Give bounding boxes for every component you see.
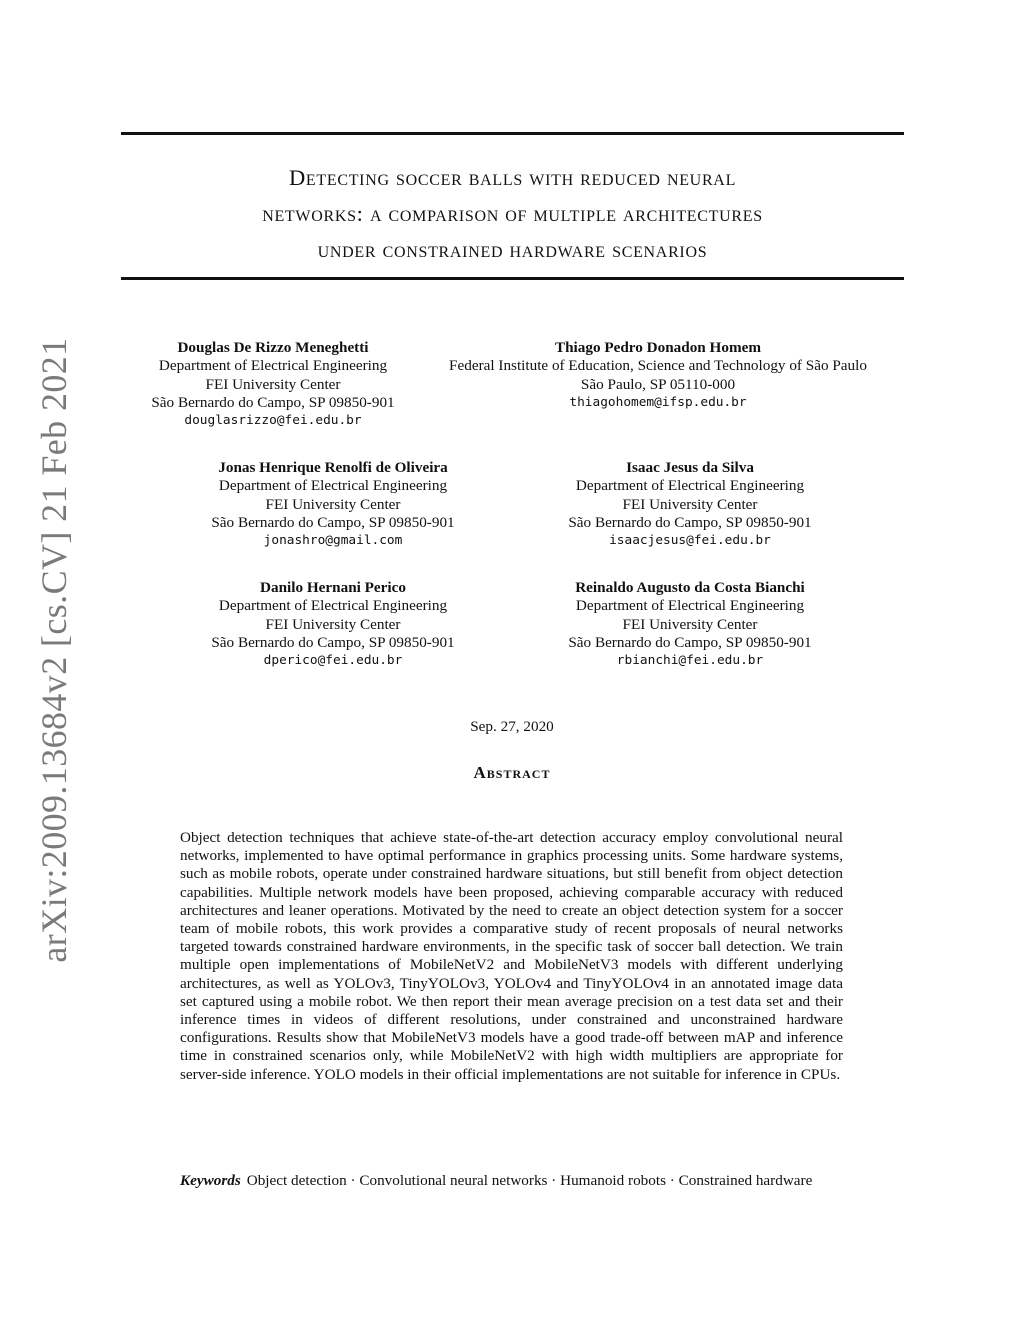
author-name: Reinaldo Augusto da Costa Bianchi — [575, 579, 805, 596]
author-institution: FEI University Center — [622, 495, 758, 513]
author-address: São Bernardo do Campo, SP 09850-901 — [151, 393, 395, 411]
title-line: under constrained hardware scenarios — [317, 237, 708, 262]
author-institution: FEI University Center — [265, 495, 401, 513]
author-institution: FEI University Center — [622, 615, 758, 633]
author-institution: FEI University Center — [205, 375, 341, 393]
keywords-label: Keywords — [180, 1172, 241, 1189]
author-block — [168, 459, 498, 550]
author-department: Department of Electrical Engineering — [218, 477, 448, 495]
paper-title — [121, 160, 904, 268]
author-name: Isaac Jesus da Silva — [626, 459, 754, 476]
keywords — [180, 1172, 843, 1190]
author-address: São Bernardo do Campo, SP 09850-901 — [568, 633, 812, 651]
abstract-heading: Abstract — [473, 763, 551, 782]
abstract-text: Object detection techniques that achieve state-of-the-art detection accuracy employ convolutional neural networks, implemented to have optimal performance in graphics processing units. Some hardware systems, such as mobile robots, operate under constrained hardware situations, but still benefit from object detection capabilities. Multiple network models have been proposed, achieving comparable accuracy with reduced architectures and leaner operations. Motivated by the need to create an object detection system for a soccer team of mobile robots, this work provides a comparative study of recent proposals of neural networks targeted towards constrained hardware environments, in the specific task of soccer ball detection. We train multiple open implementations of MobileNetV2 and MobileNetV3 models with different underlying architectures, as well as YOLOv3, TinyYOLOv3, YOLOv4 and TinyYOLOv4 in an annotated image data set captured using a mobile robot. We then report their mean average precision on a test data set and their inference times in videos of different resolutions, under constrained and unconstrained hardware configurations. Results show that MobileNetV3 models have a good trade-off between mAP and inference time in constrained scenarios only, while MobileNetV2 with high width multipliers are appropriate for server-side inference. YOLO models in their official implementations are not suitable for inference in CPUs. — [180, 829, 843, 1083]
author-name: Douglas De Rizzo Meneghetti — [177, 339, 369, 356]
arxiv-identifier: arXiv:2009.13684v2 [cs.CV] 21 Feb 2021 — [34, 337, 74, 963]
author-name: Jonas Henrique Renolfi de Oliveira — [218, 459, 448, 476]
author-department: Department of Electrical Engineering — [158, 357, 388, 375]
author-block — [525, 459, 855, 550]
publication-date: Sep. 27, 2020 — [470, 718, 554, 735]
author-department: Department of Electrical Engineering — [218, 597, 448, 615]
author-department: Department of Electrical Engineering — [575, 477, 805, 495]
author-email[interactable]: thiagohomem@ifsp.edu.br — [569, 394, 747, 410]
author-institution: Federal Institute of Education, Science and Technology of São Paulo — [449, 357, 867, 375]
keywords-list: Object detection · Convolutional neural networks · Humanoid robots · Constrained hardware — [246, 1172, 813, 1189]
title-line: Detecting soccer balls with reduced neural — [288, 165, 737, 190]
author-name: Danilo Hernani Perico — [260, 579, 406, 596]
title-line: networks: a comparison of multiple architectures — [262, 201, 763, 226]
author-email[interactable]: rbianchi@fei.edu.br — [616, 653, 764, 669]
author-department: Department of Electrical Engineering — [575, 597, 805, 615]
author-address: São Bernardo do Campo, SP 09850-901 — [211, 633, 455, 651]
author-address: São Paulo, SP 05110-000 — [580, 375, 736, 393]
author-name: Thiago Pedro Donadon Homem — [554, 339, 762, 356]
title-bottom-rule — [121, 277, 904, 280]
author-address: São Bernardo do Campo, SP 09850-901 — [211, 513, 455, 531]
author-block — [168, 579, 498, 670]
author-institution: FEI University Center — [265, 615, 401, 633]
author-block — [418, 339, 898, 412]
author-address: São Bernardo do Campo, SP 09850-901 — [568, 513, 812, 531]
author-email[interactable]: dperico@fei.edu.br — [263, 653, 403, 669]
author-email[interactable]: douglasrizzo@fei.edu.br — [184, 413, 362, 429]
author-email[interactable]: isaacjesus@fei.edu.br — [609, 533, 771, 549]
title-top-rule — [121, 132, 904, 135]
author-block — [525, 579, 855, 670]
author-email[interactable]: jonashro@gmail.com — [263, 533, 403, 549]
author-block — [108, 339, 438, 430]
